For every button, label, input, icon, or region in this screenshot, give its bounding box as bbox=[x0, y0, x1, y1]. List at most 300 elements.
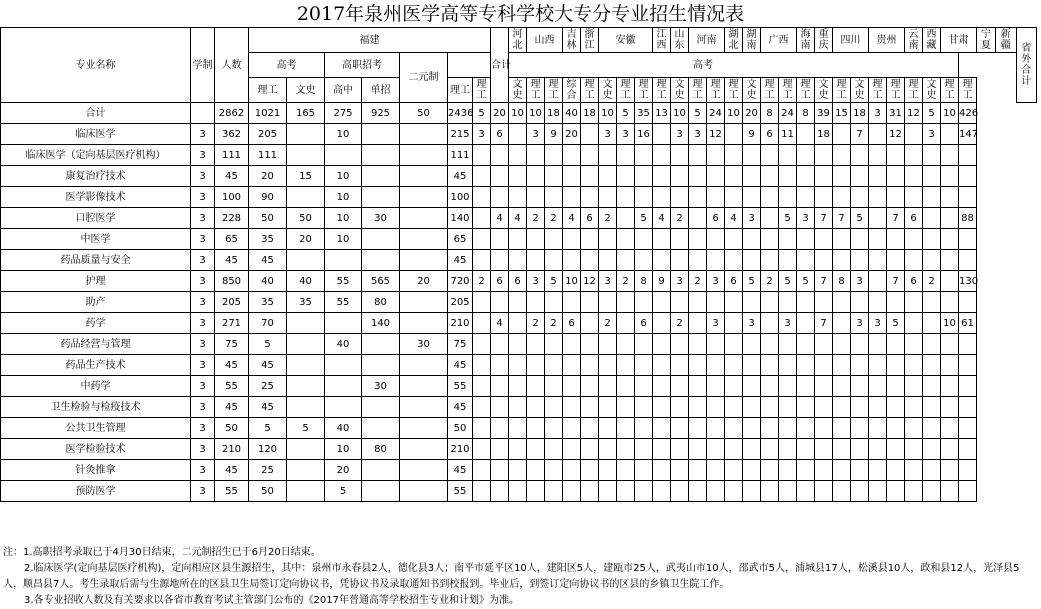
table-cell: 2 bbox=[527, 313, 545, 334]
table-cell bbox=[923, 292, 941, 313]
table-cell: 3 bbox=[599, 271, 617, 292]
table-cell bbox=[761, 439, 779, 460]
table-cell bbox=[362, 481, 400, 502]
table-cell bbox=[325, 145, 362, 166]
table-cell bbox=[473, 376, 491, 397]
row-name: 药学 bbox=[1, 313, 191, 334]
table-cell bbox=[923, 208, 941, 229]
table-cell bbox=[617, 418, 635, 439]
table-cell bbox=[761, 229, 779, 250]
table-cell bbox=[941, 334, 959, 355]
table-cell: 111 bbox=[249, 145, 287, 166]
table-cell: 15 bbox=[833, 103, 851, 124]
header-subcol: 理工 bbox=[833, 78, 851, 103]
row-name: 临床医学（定向基层医疗机构） bbox=[1, 145, 191, 166]
table-cell: 120 bbox=[249, 439, 287, 460]
table-cell bbox=[815, 145, 833, 166]
table-cell: 5 bbox=[743, 271, 761, 292]
header-subcol: 综合 bbox=[563, 78, 581, 103]
table-cell: 75 bbox=[448, 334, 473, 355]
table-cell bbox=[707, 418, 725, 439]
header-out-total: 省外合计 bbox=[1016, 28, 1037, 103]
table-cell: 3 bbox=[191, 271, 215, 292]
header-subcol: 文史 bbox=[923, 78, 941, 103]
table-cell bbox=[689, 229, 707, 250]
header-eryuan: 二元制 bbox=[400, 53, 448, 103]
table-cell bbox=[287, 376, 325, 397]
table-cell: 45 bbox=[448, 166, 473, 187]
table-cell bbox=[959, 229, 977, 250]
table-cell bbox=[725, 481, 743, 502]
table-cell bbox=[815, 418, 833, 439]
table-cell bbox=[941, 460, 959, 481]
table-cell: 8 bbox=[797, 103, 815, 124]
header-subcol: 理工 bbox=[959, 78, 977, 103]
note-1: 注：1.高职招考录取已于4月30日结束，二元制招生已于6月20日结束。 bbox=[3, 547, 321, 558]
table-cell bbox=[325, 376, 362, 397]
table-cell bbox=[959, 187, 977, 208]
table-cell bbox=[779, 355, 797, 376]
header-subcol: 理工 bbox=[527, 78, 545, 103]
table-cell bbox=[725, 355, 743, 376]
table-cell bbox=[545, 355, 563, 376]
table-cell bbox=[599, 397, 617, 418]
table-cell: 215 bbox=[448, 124, 473, 145]
table-cell bbox=[887, 481, 905, 502]
table-cell bbox=[599, 376, 617, 397]
table-cell bbox=[527, 166, 545, 187]
table-cell: 7 bbox=[815, 208, 833, 229]
table-cell: 140 bbox=[362, 313, 400, 334]
header-subcol: 文史 bbox=[671, 78, 689, 103]
table-cell: 3 bbox=[851, 271, 869, 292]
table-cell bbox=[707, 250, 725, 271]
table-cell: 3 bbox=[191, 229, 215, 250]
table-cell bbox=[905, 292, 923, 313]
table-cell: 24 bbox=[779, 103, 797, 124]
table-cell bbox=[905, 124, 923, 145]
table-cell bbox=[491, 439, 509, 460]
table-cell bbox=[725, 397, 743, 418]
table-cell bbox=[923, 334, 941, 355]
table-cell bbox=[400, 145, 448, 166]
table-cell bbox=[833, 187, 851, 208]
table-cell bbox=[545, 418, 563, 439]
table-cell: 362 bbox=[215, 124, 249, 145]
table-cell: 75 bbox=[215, 334, 249, 355]
table-cell bbox=[869, 397, 887, 418]
table-cell: 4 bbox=[491, 313, 509, 334]
header-gaokao: 高考 bbox=[249, 53, 325, 78]
table-cell bbox=[815, 166, 833, 187]
table-cell: 3 bbox=[797, 208, 815, 229]
table-cell bbox=[581, 313, 599, 334]
table-cell bbox=[325, 355, 362, 376]
table-cell bbox=[653, 124, 671, 145]
table-cell: 5 bbox=[851, 208, 869, 229]
table-cell bbox=[581, 334, 599, 355]
table-cell bbox=[923, 313, 941, 334]
table-cell bbox=[527, 229, 545, 250]
table-cell: 147 bbox=[959, 124, 977, 145]
table-cell: 40 bbox=[325, 418, 362, 439]
table-cell bbox=[725, 250, 743, 271]
table-cell bbox=[635, 250, 653, 271]
note-3: 3.各专业招收人数及有关要求以各省市教育考试主管部门公布的《2017年普通高等学校招生专业和计划》为准。 bbox=[24, 595, 519, 606]
table-cell: 50 bbox=[249, 481, 287, 502]
table-cell: 3 bbox=[191, 397, 215, 418]
table-cell bbox=[887, 166, 905, 187]
table-cell: 2 bbox=[527, 208, 545, 229]
table-cell bbox=[959, 145, 977, 166]
table-cell: 7 bbox=[887, 271, 905, 292]
table-cell bbox=[743, 376, 761, 397]
table-cell bbox=[707, 166, 725, 187]
table-cell bbox=[833, 145, 851, 166]
table-cell bbox=[400, 187, 448, 208]
table-row bbox=[1, 439, 1037, 460]
table-cell: 210 bbox=[448, 439, 473, 460]
table-cell bbox=[617, 145, 635, 166]
table-cell: 2 bbox=[923, 271, 941, 292]
table-cell bbox=[851, 355, 869, 376]
table-cell bbox=[905, 418, 923, 439]
table-cell bbox=[833, 460, 851, 481]
table-cell bbox=[653, 229, 671, 250]
table-cell bbox=[581, 397, 599, 418]
table-cell bbox=[653, 250, 671, 271]
table-cell bbox=[833, 355, 851, 376]
table-cell bbox=[941, 124, 959, 145]
table-cell bbox=[671, 145, 689, 166]
table-cell bbox=[635, 418, 653, 439]
table-cell: 5 bbox=[779, 271, 797, 292]
table-cell: 10 bbox=[325, 439, 362, 460]
table-cell bbox=[905, 166, 923, 187]
table-cell bbox=[362, 418, 400, 439]
table-cell bbox=[617, 397, 635, 418]
table-cell: 6 bbox=[563, 313, 581, 334]
header-province: 河北 bbox=[509, 28, 527, 53]
row-name: 康复治疗技术 bbox=[1, 166, 191, 187]
table-row bbox=[1, 250, 1037, 271]
table-cell bbox=[959, 292, 977, 313]
table-cell: 18 bbox=[815, 124, 833, 145]
table-cell bbox=[563, 418, 581, 439]
table-cell bbox=[833, 481, 851, 502]
table-cell bbox=[743, 397, 761, 418]
table-cell bbox=[671, 418, 689, 439]
table-cell bbox=[325, 250, 362, 271]
header-fj-wenshi: 文史 bbox=[287, 78, 325, 103]
table-cell bbox=[815, 292, 833, 313]
table-cell: 50 bbox=[448, 418, 473, 439]
table-cell: 10 bbox=[509, 103, 527, 124]
table-cell bbox=[527, 292, 545, 313]
table-cell: 3 bbox=[191, 460, 215, 481]
table-cell: 70 bbox=[249, 313, 287, 334]
table-cell bbox=[527, 418, 545, 439]
table-cell bbox=[617, 334, 635, 355]
table-cell bbox=[671, 376, 689, 397]
table-cell: 2 bbox=[671, 313, 689, 334]
row-name: 药品经营与管理 bbox=[1, 334, 191, 355]
table-cell bbox=[707, 439, 725, 460]
table-cell bbox=[797, 439, 815, 460]
table-cell: 7 bbox=[887, 208, 905, 229]
table-row bbox=[1, 229, 1037, 250]
table-cell bbox=[635, 166, 653, 187]
table-cell bbox=[362, 124, 400, 145]
table-cell bbox=[869, 229, 887, 250]
table-cell bbox=[545, 460, 563, 481]
table-cell bbox=[400, 124, 448, 145]
table-cell bbox=[581, 355, 599, 376]
table-cell bbox=[779, 439, 797, 460]
row-name: 公共卫生管理 bbox=[1, 418, 191, 439]
table-cell bbox=[851, 397, 869, 418]
header-province: 安徽 bbox=[599, 28, 653, 53]
table-cell: 3 bbox=[869, 103, 887, 124]
table-cell bbox=[287, 481, 325, 502]
table-cell bbox=[815, 229, 833, 250]
table-cell: 100 bbox=[448, 187, 473, 208]
table-cell bbox=[400, 460, 448, 481]
table-cell: 65 bbox=[448, 229, 473, 250]
table-cell bbox=[923, 397, 941, 418]
table-cell bbox=[905, 334, 923, 355]
table-cell bbox=[923, 229, 941, 250]
table-cell bbox=[509, 313, 527, 334]
table-cell bbox=[635, 439, 653, 460]
table-row bbox=[1, 187, 1037, 208]
table-cell bbox=[833, 313, 851, 334]
table-cell: 5 bbox=[797, 271, 815, 292]
table-cell: 12 bbox=[581, 271, 599, 292]
table-row bbox=[1, 313, 1037, 334]
table-cell bbox=[815, 187, 833, 208]
table-cell: 40 bbox=[249, 271, 287, 292]
table-cell: 45 bbox=[448, 250, 473, 271]
table-cell bbox=[689, 250, 707, 271]
table-cell bbox=[545, 145, 563, 166]
table-cell bbox=[545, 439, 563, 460]
header-subcol: 理工 bbox=[797, 78, 815, 103]
table-cell: 25 bbox=[249, 460, 287, 481]
table-cell: 3 bbox=[191, 145, 215, 166]
table-cell bbox=[581, 481, 599, 502]
table-cell bbox=[725, 376, 743, 397]
table-cell bbox=[563, 481, 581, 502]
table-cell bbox=[671, 166, 689, 187]
header-province: 宁夏 bbox=[977, 28, 996, 53]
table-cell bbox=[581, 439, 599, 460]
table-cell bbox=[725, 439, 743, 460]
table-cell: 45 bbox=[215, 460, 249, 481]
table-cell bbox=[959, 460, 977, 481]
table-cell bbox=[689, 313, 707, 334]
table-cell bbox=[509, 418, 527, 439]
table-cell bbox=[743, 187, 761, 208]
table-row bbox=[1, 334, 1037, 355]
table-cell bbox=[923, 376, 941, 397]
table-cell bbox=[581, 376, 599, 397]
table-cell bbox=[725, 460, 743, 481]
table-cell bbox=[833, 292, 851, 313]
table-cell bbox=[287, 334, 325, 355]
table-cell: 5 bbox=[779, 208, 797, 229]
table-cell bbox=[509, 124, 527, 145]
row-name: 卫生检验与检疫技术 bbox=[1, 397, 191, 418]
table-cell: 45 bbox=[215, 397, 249, 418]
table-cell bbox=[797, 355, 815, 376]
table-cell: 3 bbox=[527, 124, 545, 145]
table-cell bbox=[761, 292, 779, 313]
table-cell bbox=[761, 397, 779, 418]
table-cell: 18 bbox=[851, 103, 869, 124]
table-cell bbox=[473, 418, 491, 439]
table-cell bbox=[833, 418, 851, 439]
table-cell: 5 bbox=[249, 334, 287, 355]
table-row bbox=[1, 418, 1037, 439]
table-cell bbox=[617, 313, 635, 334]
table-cell: 50 bbox=[249, 208, 287, 229]
table-cell bbox=[563, 250, 581, 271]
table-cell bbox=[707, 292, 725, 313]
table-cell bbox=[689, 481, 707, 502]
table-cell bbox=[563, 145, 581, 166]
table-cell bbox=[941, 271, 959, 292]
table-cell: 565 bbox=[362, 271, 400, 292]
table-cell bbox=[779, 229, 797, 250]
total-row bbox=[1, 103, 1037, 124]
header-fujian: 福建 bbox=[249, 28, 491, 53]
table-cell: 4 bbox=[563, 208, 581, 229]
table-cell bbox=[815, 376, 833, 397]
row-name: 助产 bbox=[1, 292, 191, 313]
table-cell: 11 bbox=[779, 124, 797, 145]
header-province: 山东 bbox=[671, 28, 689, 53]
table-cell bbox=[617, 355, 635, 376]
table-cell: 2 bbox=[545, 208, 563, 229]
table-cell bbox=[362, 250, 400, 271]
table-cell bbox=[797, 313, 815, 334]
table-cell bbox=[797, 145, 815, 166]
table-cell: 80 bbox=[362, 292, 400, 313]
table-cell bbox=[707, 481, 725, 502]
table-cell bbox=[905, 439, 923, 460]
table-cell bbox=[671, 334, 689, 355]
table-cell bbox=[563, 166, 581, 187]
table-cell bbox=[761, 250, 779, 271]
table-cell bbox=[545, 292, 563, 313]
table-cell bbox=[689, 208, 707, 229]
table-cell bbox=[689, 187, 707, 208]
table-cell: 3 bbox=[527, 271, 545, 292]
table-cell: 10 bbox=[527, 103, 545, 124]
table-cell bbox=[779, 292, 797, 313]
table-cell: 6 bbox=[707, 208, 725, 229]
table-cell bbox=[287, 460, 325, 481]
table-cell: 90 bbox=[249, 187, 287, 208]
table-cell: 925 bbox=[362, 103, 400, 124]
table-cell bbox=[325, 397, 362, 418]
table-cell: 275 bbox=[325, 103, 362, 124]
table-cell bbox=[851, 376, 869, 397]
table-cell: 30 bbox=[362, 376, 400, 397]
header-gaozhong: 高中 bbox=[325, 78, 362, 103]
table-cell: 6 bbox=[581, 208, 599, 229]
table-cell bbox=[941, 166, 959, 187]
table-cell bbox=[869, 292, 887, 313]
table-cell bbox=[581, 292, 599, 313]
table-cell bbox=[725, 145, 743, 166]
header-subcol: 理工 bbox=[887, 78, 905, 103]
table-cell bbox=[761, 145, 779, 166]
table-cell: 271 bbox=[215, 313, 249, 334]
table-cell bbox=[599, 334, 617, 355]
table-cell bbox=[869, 166, 887, 187]
table-cell bbox=[887, 439, 905, 460]
table-cell bbox=[599, 250, 617, 271]
table-cell bbox=[761, 187, 779, 208]
table-cell bbox=[599, 292, 617, 313]
table-cell: 165 bbox=[287, 103, 325, 124]
table-cell bbox=[905, 313, 923, 334]
table-cell bbox=[671, 187, 689, 208]
table-cell bbox=[362, 460, 400, 481]
table-cell bbox=[869, 376, 887, 397]
table-cell bbox=[400, 250, 448, 271]
table-cell: 7 bbox=[815, 313, 833, 334]
table-cell: 55 bbox=[215, 481, 249, 502]
table-cell: 10 bbox=[941, 313, 959, 334]
table-cell bbox=[527, 250, 545, 271]
header-total: 合计 bbox=[491, 28, 509, 103]
table-cell: 2 bbox=[689, 271, 707, 292]
header-subcol: 理工 bbox=[617, 78, 635, 103]
table-cell: 228 bbox=[215, 208, 249, 229]
table-cell: 3 bbox=[191, 166, 215, 187]
table-cell bbox=[833, 250, 851, 271]
table-cell bbox=[689, 292, 707, 313]
table-cell bbox=[851, 439, 869, 460]
table-cell: 18 bbox=[545, 103, 563, 124]
table-row bbox=[1, 376, 1037, 397]
table-cell: 5 bbox=[287, 418, 325, 439]
table-cell bbox=[545, 481, 563, 502]
table-cell bbox=[617, 439, 635, 460]
row-name: 医学检验技术 bbox=[1, 439, 191, 460]
table-cell bbox=[743, 481, 761, 502]
table-cell: 5 bbox=[887, 313, 905, 334]
table-cell bbox=[797, 187, 815, 208]
table-cell: 2 bbox=[617, 271, 635, 292]
table-cell bbox=[797, 334, 815, 355]
table-cell bbox=[362, 355, 400, 376]
table-cell: 8 bbox=[833, 271, 851, 292]
table-cell: 111 bbox=[448, 145, 473, 166]
table-cell: 45 bbox=[215, 250, 249, 271]
table-cell bbox=[563, 334, 581, 355]
table-cell: 35 bbox=[635, 103, 653, 124]
table-row bbox=[1, 271, 1037, 292]
table-cell bbox=[743, 145, 761, 166]
table-cell bbox=[400, 229, 448, 250]
table-cell: 3 bbox=[191, 481, 215, 502]
table-cell: 6 bbox=[491, 124, 509, 145]
table-cell bbox=[797, 166, 815, 187]
